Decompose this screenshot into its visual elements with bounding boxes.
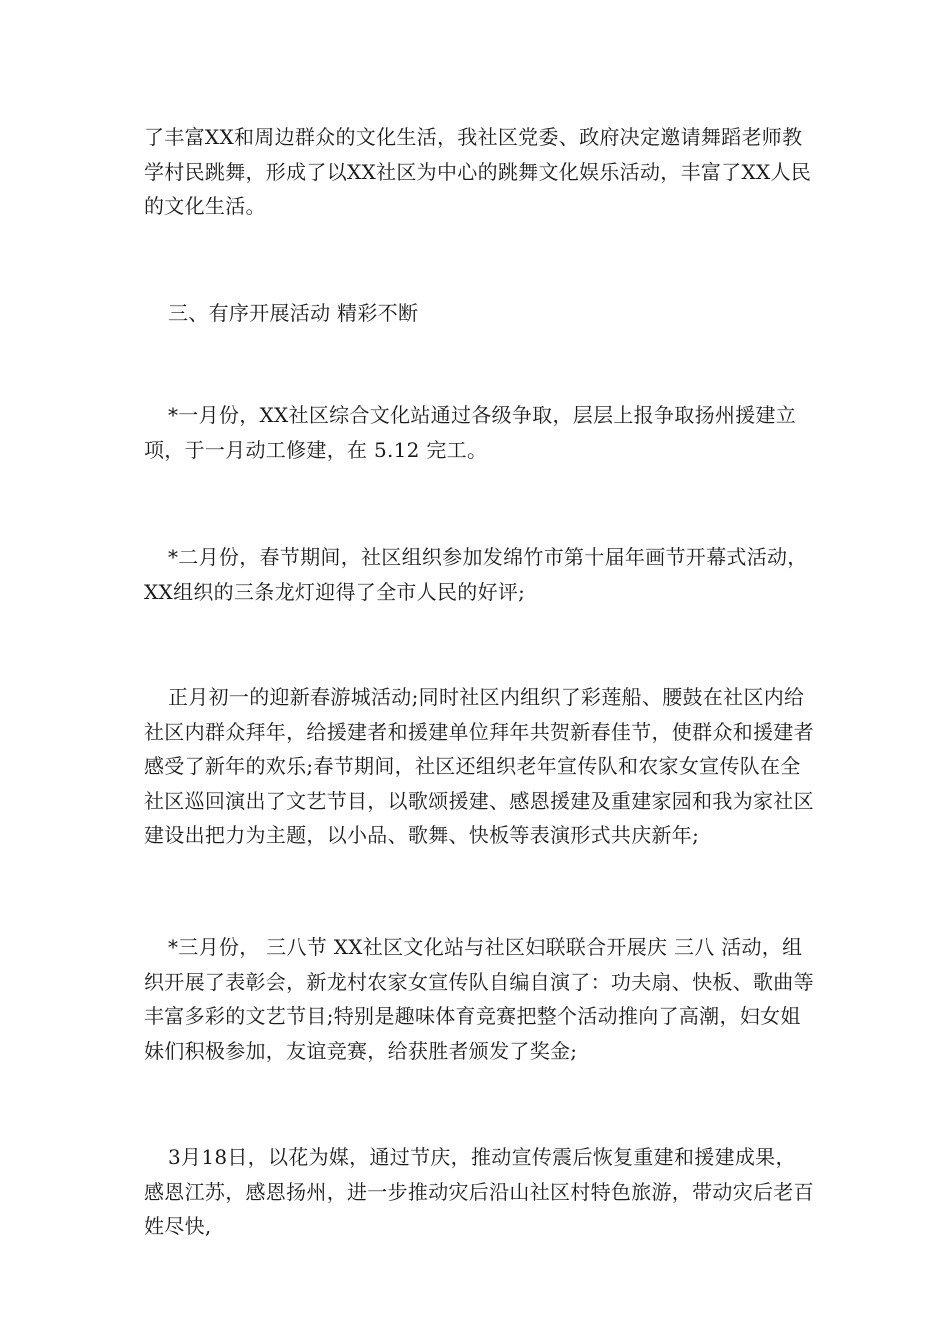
paragraph-february: *二月份，春节期间，社区组织参加发绵竹市第十届年画节开幕式活动，XX组织的三条龙灯迎得了全市人民的好评; — [144, 545, 808, 604]
paragraph-continuation: 了丰富XX和周边群众的文化生活，我社区党委、政府决定邀请舞蹈老师教学村民跳舞，形成了以XX社区为中心的跳舞文化娱乐活动，丰富了XX人民的文化生活。 — [144, 125, 812, 218]
section-heading: 三、有序开展活动 精彩不断 — [168, 301, 419, 325]
paragraph-march-18: 3月18日，以花为媒，通过节庆，推动宣传震后恢复重建和援建成果，感恩江苏，感恩扬州，进一步推动灾后沿山社区村特色旅游，带动灾后老百姓尽快, — [144, 1145, 814, 1238]
paragraph-january: *一月份，XX社区综合文化站通过各级争取，层层上报争取扬州援建立项，于一月动工修建，在 5.12 完工。 — [144, 403, 797, 462]
paragraph-march: *三月份， 三八节 XX社区文化站与社区妇联联合开展庆 三八 活动，组织开展了表彰会，新龙村农家女宣传队自编自演了：功夫扇、快板、歌曲等丰富多彩的文艺节目;特别是趣味体育竞赛把整个活动推向了高潮，妇女姐妹们积极参加，友谊竞赛，给获胜者颁发了奖金; — [144, 935, 814, 1063]
paragraph-new-year: 正月初一的迎新春游城活动;同时社区内组织了彩莲船、腰鼓在社区内给社区内群众拜年，给援建者和援建单位拜年共贺新春佳节，使群众和援建者感受了新年的欢乐;春节期间，社区还组织老年宣传队和农家女宣传队在全社区巡回演出了文艺节目，以歌颂援建、感恩援建及重建家园和我为家社区建设出把力为主题，以小品、歌舞、快板等表演形式共庆新年; — [144, 685, 814, 847]
